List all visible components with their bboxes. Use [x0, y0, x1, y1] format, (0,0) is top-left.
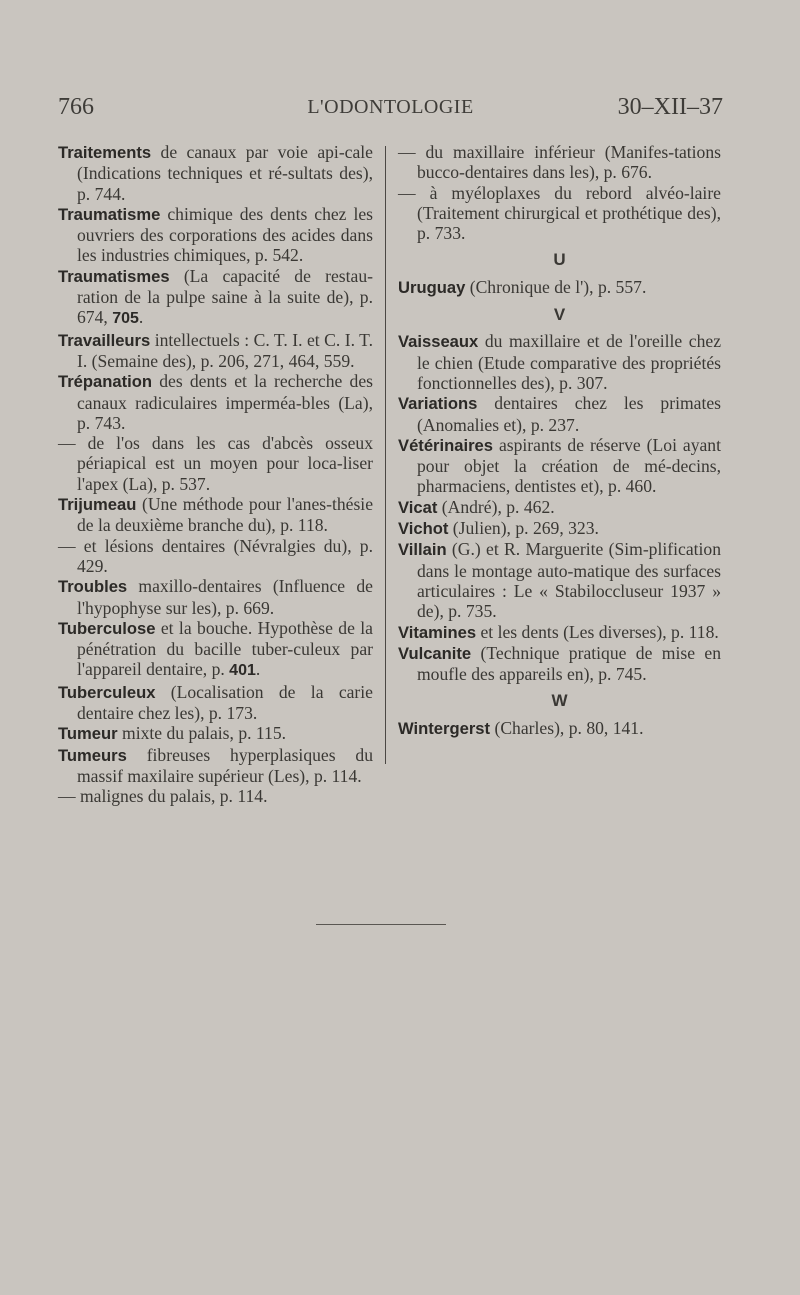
entry-keyword: Vicat	[398, 497, 438, 517]
entry-keyword: Vulcanite	[398, 643, 472, 663]
entry-keyword: Vaisseaux	[398, 332, 479, 352]
section-letter: W	[551, 691, 568, 711]
entry-keyword: Troubles	[58, 577, 128, 597]
entry-keyword: Variations	[398, 394, 478, 414]
entry-text: — et lésions dentaires (Névralgies du), p. 429.	[58, 535, 373, 576]
left-column	[58, 142, 373, 807]
index-entry	[58, 204, 373, 266]
index-entry	[58, 433, 373, 494]
entry-keyword: Villain	[398, 540, 447, 560]
index-entry	[58, 266, 373, 330]
index-entry	[398, 435, 721, 497]
index-entry	[398, 142, 721, 183]
index-entry	[58, 682, 373, 724]
entry-keyword: Traumatismes	[58, 266, 170, 286]
index-entry	[58, 371, 373, 433]
entry-keyword: Traumatisme	[58, 204, 161, 224]
index-entry	[398, 277, 721, 298]
index-entry	[58, 576, 373, 618]
index-entry	[398, 331, 721, 393]
entry-text: (G.) et R. Marguerite (Sim-plification dans le montage auto-matique des surfaces articulaires : Le « Stabiloccluseur 1937 » de), p. 735.	[417, 539, 721, 622]
index-entry	[398, 622, 721, 643]
index-entry	[58, 142, 373, 204]
entry-keyword: Travailleurs	[58, 330, 151, 350]
entry-keyword: Tumeur	[58, 724, 118, 744]
column-divider	[385, 146, 386, 764]
index-entry	[398, 393, 721, 435]
end-rule	[316, 924, 446, 925]
entry-text: — du maxillaire inférieur (Manifes-tations bucco-dentaires dans les), p. 676.	[398, 142, 721, 183]
entry-keyword: Vitamines	[398, 622, 477, 642]
index-entry	[58, 745, 373, 787]
entry-text: (Chronique de l'), p. 557.	[465, 276, 647, 297]
entry-text: (La capacité de restau-ration de la pulpe saine à la suite de), p. 674,	[77, 265, 373, 328]
entry-text: et la bouche. Hypothèse de la pénétration du bacille tuber-culeux par l'appareil dentaire, p.	[77, 617, 373, 680]
entry-text: (Localisation de la carie dentaire chez les), p. 173.	[77, 681, 373, 724]
entry-text: (Une méthode pour l'anes-thésie de la deuxième branche du), p. 118.	[77, 494, 373, 536]
entry-keyword: Wintergerst	[398, 718, 491, 738]
running-head	[58, 92, 723, 128]
entry-keyword: Tuberculose	[58, 618, 156, 638]
entry-keyword: Trijumeau	[58, 495, 137, 515]
entry-text: maxillo-dentaires (Influence de l'hypophyse sur les), p. 669.	[77, 576, 373, 618]
entry-text: et les dents (Les diverses), p. 118.	[476, 621, 719, 642]
entry-bold-page: 705	[112, 310, 139, 328]
entry-keyword: Vichot	[398, 519, 449, 539]
entry-text: intellectuels : C. T. I. et C. I. T. I. (Semaine des), p. 206, 271, 464, 559.	[77, 329, 373, 371]
index-entry	[398, 183, 721, 244]
page-number: 766	[58, 94, 94, 120]
entry-text: (André), p. 462.	[437, 496, 555, 517]
section-letter: U	[553, 250, 566, 270]
entry-text: des dents et la recherche des canaux radiculaires imperméa-bles (La), p. 743.	[77, 371, 373, 433]
index-entry	[58, 723, 373, 744]
entry-keyword: Traitements	[58, 143, 152, 162]
entry-text: (Charles), p. 80, 141.	[490, 717, 644, 738]
entry-keyword: Vétérinaires	[398, 435, 494, 455]
index-entry	[58, 494, 373, 536]
issue-date: 30–XII–37	[617, 94, 723, 120]
index-entry	[58, 536, 373, 577]
entry-text: aspirants de réserve (Loi ayant pour objet la création de mé-decins, pharmaciens, dentistes et), p. 460.	[417, 434, 721, 497]
index-entry	[398, 497, 721, 518]
index-entry	[58, 618, 373, 682]
entry-tail: .	[255, 659, 261, 680]
entry-text: chimique des dents chez les ouvriers des corporations des acides dans les industries chimiques, p. 542.	[77, 203, 373, 266]
entry-text: mixte du palais, p. 115.	[117, 723, 287, 744]
entry-text: du maxillaire et de l'oreille chez le chien (Etude comparative des propriétés fonctionnelles des), p. 307.	[417, 331, 721, 393]
entry-text: — malignes du palais, p. 114.	[58, 786, 268, 807]
section-letter: V	[553, 305, 566, 325]
entry-text: fibreuses hyperplasiques du massif maxilaire supérieur (Les), p. 114.	[77, 744, 373, 786]
journal-title: L'ODONTOLOGIE	[307, 96, 474, 118]
index-entry	[398, 518, 721, 539]
index-entry	[398, 539, 721, 621]
entry-bold-page: 401	[229, 662, 256, 680]
entry-keyword: Tuberculeux	[58, 682, 156, 702]
entry-text: dentaires chez les primates (Anomalies et), p. 237.	[417, 393, 721, 435]
entry-text: (Julien), p. 269, 323.	[448, 518, 599, 539]
entry-keyword: Uruguay	[398, 277, 466, 297]
entry-tail: .	[138, 307, 144, 328]
index-entry	[398, 643, 721, 685]
entry-keyword: Trépanation	[58, 372, 153, 392]
index-entry	[58, 330, 373, 372]
entry-text: de canaux par voie api-cale (Indications techniques et ré-sultats des), p. 744.	[77, 142, 373, 204]
entry-text: (Technique pratique de mise en moufle des appareils en), p. 745.	[417, 642, 721, 685]
right-column	[398, 142, 721, 739]
entry-keyword: Tumeurs	[58, 745, 127, 765]
index-entry	[398, 718, 721, 739]
entry-text: — à myéloplaxes du rebord alvéo-laire (Traitement chirurgical et prothétique des), p. 733.	[398, 182, 721, 244]
entry-text: — de l'os dans les cas d'abcès osseux périapical est un moyen pour loca-liser l'apex (La), p. 537.	[58, 433, 373, 494]
index-entry	[58, 786, 373, 806]
